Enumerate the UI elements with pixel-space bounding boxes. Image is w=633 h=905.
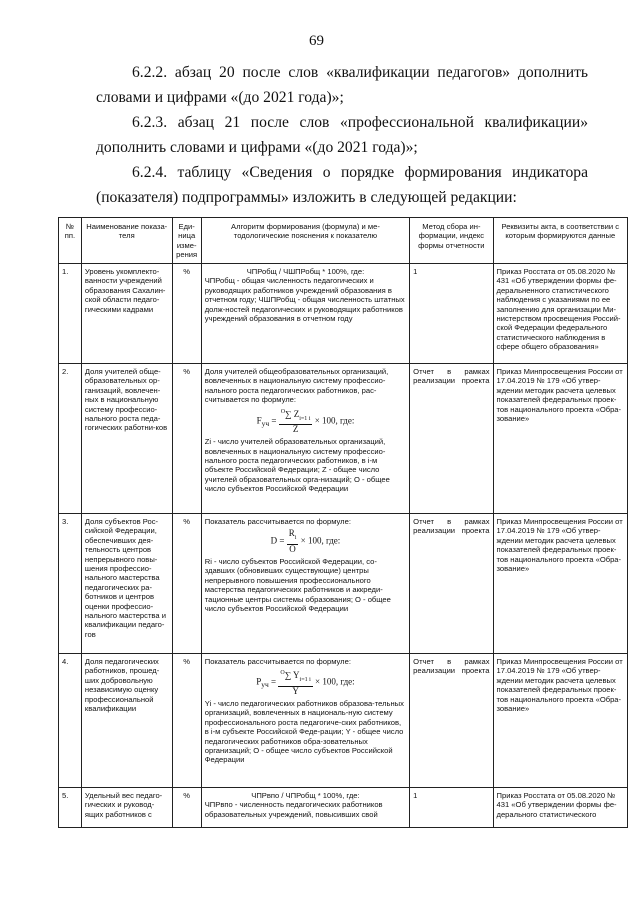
row-number: 5.: [59, 788, 82, 828]
indicator-name: Удельный вес педаго-гических и руковод-ящих работников с: [81, 788, 172, 828]
row-number: 4.: [59, 654, 82, 788]
table-row: [59, 264, 628, 364]
unit: %: [172, 264, 201, 364]
paragraph-line: словами и цифрами «(до 2021 года)»;: [96, 89, 344, 106]
formula-text: ЧПРвпо / ЧПРобщ * 100%, где:: [251, 791, 360, 800]
algorithm-text: ЧПРобщ - общая численность педагогических и руководящих работников учреждений образования в отчетном году; ЧШПРобщ - общая численность штатных долж-ностей педагогических и руководящих работников учреждений образования в отчетном году: [204, 276, 405, 324]
unit: %: [172, 364, 201, 514]
row-number: 3.: [59, 514, 82, 654]
formula-numerator: ∑ Z: [285, 408, 300, 419]
formula-fraction: [287, 529, 299, 554]
header-cell: Алгоритм формирования (формула) и ме-тодологические пояснения к показателю: [201, 218, 409, 264]
paragraph-6-2-2: [96, 60, 588, 110]
formula-tail: × 100, где:: [300, 535, 341, 546]
row-number: 1.: [59, 264, 82, 364]
formula-lhs: P: [256, 676, 262, 687]
formula-lhs-sub: уч: [261, 418, 270, 428]
formula-denominator: Z: [292, 423, 299, 434]
table-row: [59, 788, 628, 828]
formula-lhs-sub: уч: [261, 680, 269, 690]
act-requisites: Приказ Росстата от 05.08.2020 № 431 «Об утверждении формы фе-деральненного статистического наблюдения с указаниями по ее заполнению для организации Ми-нистерством просвещения Россий-ской Федерации федерального статистического наблюдения в сфере общего образования»: [493, 264, 627, 364]
paragraph-line: 6.2.4. таблицу «Сведения о порядке формирования индикатора: [132, 164, 588, 181]
formula: $F_{уч}$ = $\frac{^O\sum Z_{i=1 i}}{Z}$ × 100, где:: [256, 408, 355, 434]
act-requisites: Приказ Минпросвещения России от 17.04.2019 № 179 «Об утвер-ждении методик расчета целевых показателей федеральных проек-тов национального проекта «Обра-зование»: [493, 514, 627, 654]
table-row: [59, 654, 628, 788]
formula: $P_{уч}$ = $\frac{^O\sum Y_{i=1 i}}{Y}$ × 100, где:: [256, 670, 355, 696]
formula-numerator: R: [288, 528, 295, 539]
formula-numerator: ∑ Y: [284, 670, 300, 681]
paragraph-line: 6.2.2. абзац 20 после слов «квалификации педагогов» дополнить: [132, 64, 588, 81]
row-number: 2.: [59, 364, 82, 514]
formula-text: ЧПРобщ / ЧШПРобщ * 100%, где:: [246, 267, 365, 276]
table-row: [59, 364, 628, 514]
formula-denominator: Y: [292, 685, 299, 696]
act-requisites: Приказ Минпросвещения России от 17.04.2019 № 179 «Об утвер-ждении методик расчета целевых показателей федеральных проек-тов национального проекта «Обра-зование»: [493, 654, 627, 788]
formula-lhs: F: [256, 415, 262, 425]
algorithm-text: ЧПРвпо - численность педагогических работников образовательных учреждений, повысивших свой: [204, 800, 383, 819]
algorithm: [201, 654, 409, 788]
formula-sub: i=1 i: [299, 677, 311, 684]
method: 1: [410, 264, 493, 364]
header-cell: Метод сбора ин-формации, индекс формы отчетности: [410, 218, 493, 264]
formula-fraction: [278, 669, 312, 696]
formula-sub: i: [294, 535, 297, 542]
method: Отчет в рамках реализации проекта: [410, 514, 493, 654]
formula-denominator: O: [289, 543, 296, 554]
formula-sup: O: [280, 670, 285, 677]
formula-tail: × 100, где:: [314, 415, 355, 425]
header-cell: Наименование показа-теля: [81, 218, 172, 264]
method: Отчет в рамках реализации проекта: [410, 364, 493, 514]
unit: %: [172, 788, 201, 828]
algorithm: [201, 264, 409, 364]
formula: D = $\frac{R_i}{O}$ × 100, где:: [270, 528, 341, 554]
paragraph-6-2-4: [96, 160, 588, 210]
paragraph-line: 6.2.3. абзац 21 после слов «профессиональной квалификации»: [132, 114, 588, 131]
act-requisites: Приказ Минпросвещения России от 17.04.2019 № 179 «Об утвер-ждении методик расчета целевых показателей федеральных проек-тов национального проекта «Обра-зование»: [493, 364, 627, 514]
formula-sub: i=1 i: [299, 415, 311, 422]
algorithm-text: Yi - число педагогических работников образова-тельных организаций, вовлеченных в националь-ную систему профессионального роста педагогиче-ских работников, в i-м субъекте Российской Феде-рации; Y - общее число педагогических работников обра-зовательных организаций; O - общее число субъектов Российской Федерации: [204, 699, 404, 765]
page-number: 69: [309, 33, 324, 49]
indicator-name: Доля учителей обще-образовательных ор-ганизаций, вовлечен-ных в национальную систему профессио-нального роста педа-гогических работни-ков: [81, 364, 172, 514]
formula-tail: × 100, где:: [315, 676, 355, 687]
method: 1: [410, 788, 493, 828]
header-cell: № пп.: [59, 218, 82, 264]
algorithm: [201, 364, 409, 514]
formula-fraction: [279, 408, 313, 435]
unit: %: [172, 514, 201, 654]
table-header-row: [59, 218, 628, 264]
algorithm-intro: Показатель рассчитывается по формуле:: [204, 517, 351, 526]
indicator-name: Доля субъектов Рос-сийской Федерации, обеспечивших дея-тельность центров непрерывного повы-шения профессио-нального мастерства педагогических ра-ботников и центров оценки профессио-нального мастерства и квалификации педаго-гов: [81, 514, 172, 654]
algorithm: [201, 514, 409, 654]
method: Отчет в рамках реализации проекта: [410, 654, 493, 788]
unit: %: [172, 654, 201, 788]
algorithm-intro: Показатель рассчитывается по формуле:: [204, 657, 351, 666]
table-row: [59, 514, 628, 654]
algorithm-intro: Доля учителей общеобразовательных организаций, вовлеченных в национальную систему профессио-нального роста педагогических работников, рас-считывается по формуле:: [204, 367, 389, 405]
paragraph-line: (показателя) подпрограммы» изложить в следующей редакции:: [96, 189, 517, 206]
indicator-name: Уровень укомплекто-ванности учреждений образования Сахалин-ской области педаго-гическими кадрами: [81, 264, 172, 364]
formula-lhs: D: [270, 535, 278, 546]
algorithm-text: Zi - число учителей образовательных организаций, вовлеченных в национальную систему профессио-нального роста педагогических работников, в i-м объекте Российской Федерации; Z - общее число учителей образовательных орга-низаций; O - общее число субъектов Российской Федерации: [204, 437, 390, 494]
header-cell: Еди-ница изме-рения: [172, 218, 201, 264]
indicator-name: Доля педагогических работников, прошед-ших добровольную независимую оценку профессиональной квалификации: [81, 654, 172, 788]
indicator-table: [58, 217, 628, 828]
formula-sup: O: [280, 408, 286, 415]
algorithm-text: Ri - число субъектов Российской Федерации, со-здавших (обновивших существующие) центры непрерывного повышения профессионального мастерства педагогических работников и аккреди-тационные центры системы образования; O - общее число субъектов Российской Федерации: [204, 557, 391, 614]
paragraph-line: дополнить словами и цифрами «(до 2021 года)»;: [96, 139, 418, 156]
paragraph-6-2-3: [96, 110, 588, 160]
algorithm: [201, 788, 409, 828]
act-requisites: Приказ Росстата от 05.08.2020 № 431 «Об утверждении формы фе-дерального статистического: [493, 788, 627, 828]
header-cell: Реквизиты акта, в соответствии с которым формируются данные: [493, 218, 627, 264]
